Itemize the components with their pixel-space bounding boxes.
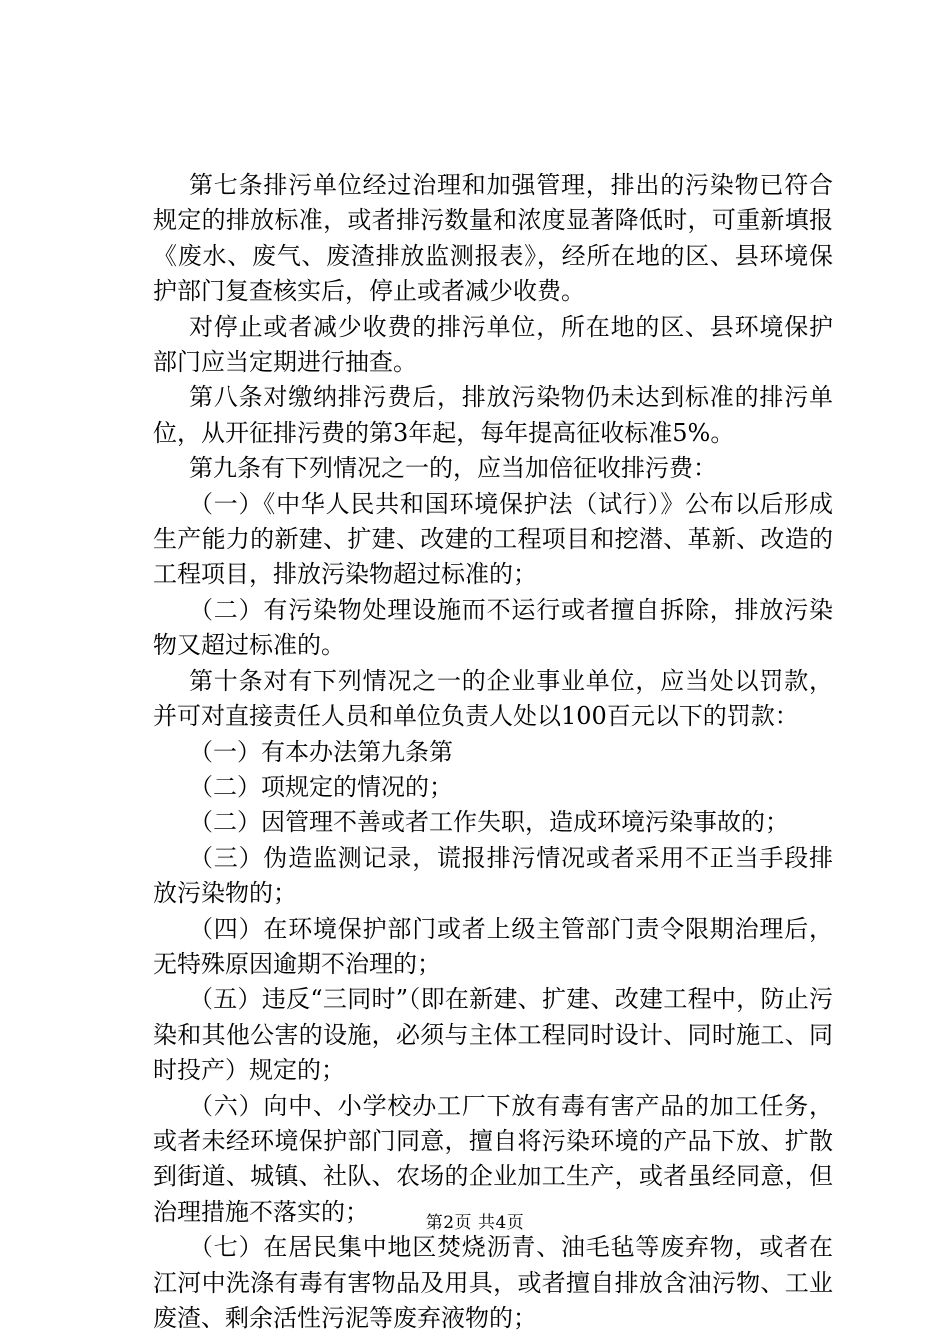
paragraph-article-9-item-1: （一）《中华人民共和国环境保护法（试行）》公布以后形成生产能力的新建、扩建、改建的工程项目和挖潜、革新、改造的工程项目，排放污染物超过标准的；: [153, 489, 833, 589]
paragraph-article-10-item-1b: （二）项规定的情况的；: [189, 772, 453, 801]
paragraph-article-10: 第十条对有下列情况之一的企业事业单位，应当处以罚款，并可对直接责任人员和单位负责人处以100百元以下的罚款：: [153, 666, 833, 731]
paragraph-article-9-item-2: （二）有污染物处理设施而不运行或者擅自拆除，排放污染物又超过标准的。: [153, 595, 833, 660]
paragraph-inspection: 对停止或者减少收费的排污单位，所在地的区、县环境保护部门应当定期进行抽查。: [153, 312, 833, 377]
paragraph-article-10-item-3: （三）伪造监测记录，谎报排污情况或者采用不正当手段排放污染物的；: [153, 843, 833, 908]
paragraph-article-9: 第九条有下列情况之一的，应当加倍征收排污费：: [189, 454, 717, 483]
paragraph-article-10-item-6: （六）向中、小学校办工厂下放有毒有害产品的加工任务，或者未经环境保护部门同意，擅自将污染环境的产品下放、扩散到街道、城镇、社队、农场的企业加工生产，或者虽经同意，但治理措施不落实的；: [153, 1091, 833, 1226]
paragraph-article-10-item-7: （七）在居民集中地区焚烧沥青、油毛毡等废弃物，或者在江河中洗涤有毒有害物品及用具，或者擅自排放含油污物、工业废渣、剩余活性污泥等废弃液物的；: [153, 1233, 833, 1332]
paragraph-article-10-item-4: （四）在环境保护部门或者上级主管部门责令限期治理后，无特殊原因逾期不治理的；: [153, 914, 833, 978]
paragraph-article-8: 第八条对缴纳排污费后，排放污染物仍未达到标准的排污单位，从开征排污费的第3年起，每年提高征收标准5%。: [153, 383, 833, 447]
page-footer: 第2页 共4页: [425, 1213, 525, 1233]
paragraph-article-7: 第七条排污单位经过治理和加强管理，排出的污染物已符合规定的排放标准，或者排污数量和浓度显著降低时，可重新填报《废水、废气、废渣排放监测报表》，经所在地的区、县环境保护部门复查核实后，停止或者减少收费。: [153, 171, 833, 306]
paragraph-article-10-item-2: （二）因管理不善或者工作失职，造成环境污染事故的；: [189, 808, 789, 837]
document-body: [153, 168, 833, 1336]
paragraph-article-10-item-5: （五）违反“三同时”（即在新建、扩建、改建工程中，防止污染和其他公害的设施，必须与主体工程同时设计、同时施工、同时投产）规定的；: [153, 985, 833, 1085]
paragraph-article-10-item-1a: （一）有本办法第九条第: [189, 737, 453, 766]
